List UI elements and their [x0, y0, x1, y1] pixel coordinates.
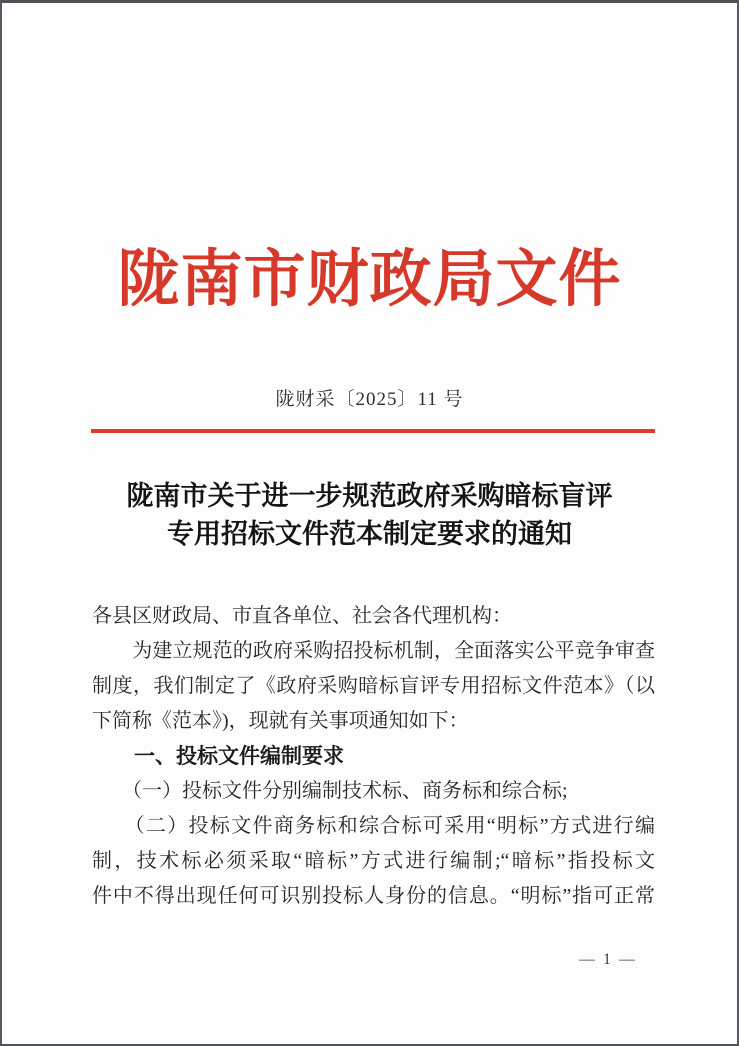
- agency-header-title: 陇南市财政局文件: [117, 246, 622, 314]
- document-title-line1: 陇南市关于进一步规范政府采购暗标盲评: [126, 481, 613, 511]
- body-line: （一）投标文件分别编制技术标、商务标和综合标;: [92, 780, 568, 802]
- body-line: 制，技术标必须采取“暗标”方式进行编制;“暗标”指投标文: [92, 850, 655, 872]
- page-number: — 1 —: [579, 951, 637, 968]
- body-line: 件中不得出现任何可识别投标人身份的信息。“明标”指可正常: [92, 885, 655, 907]
- body-line: 制度，我们制定了《政府采购暗标盲评专用招标文件范本》（以: [92, 675, 655, 697]
- document-title-line2: 专用招标文件范本制定要求的通知: [167, 519, 572, 549]
- body-line: 各县区财政局、市直各单位、社会各代理机构：: [92, 605, 512, 627]
- body-line: （二）投标文件商务标和综合标可采用“明标”方式进行编: [92, 815, 655, 837]
- document-number: 陇财采〔2025〕11 号: [275, 389, 464, 410]
- body-line: 为建立规范的政府采购招投标机制，全面落实公平竞争审查: [92, 640, 655, 662]
- red-divider-line: [91, 429, 655, 433]
- body-line: 一、投标文件编制要求: [92, 745, 344, 768]
- body-line: 下简称《范本》)，现就有关事项通知如下：: [92, 710, 469, 732]
- document-body: [92, 599, 655, 914]
- document-title: [2, 477, 737, 553]
